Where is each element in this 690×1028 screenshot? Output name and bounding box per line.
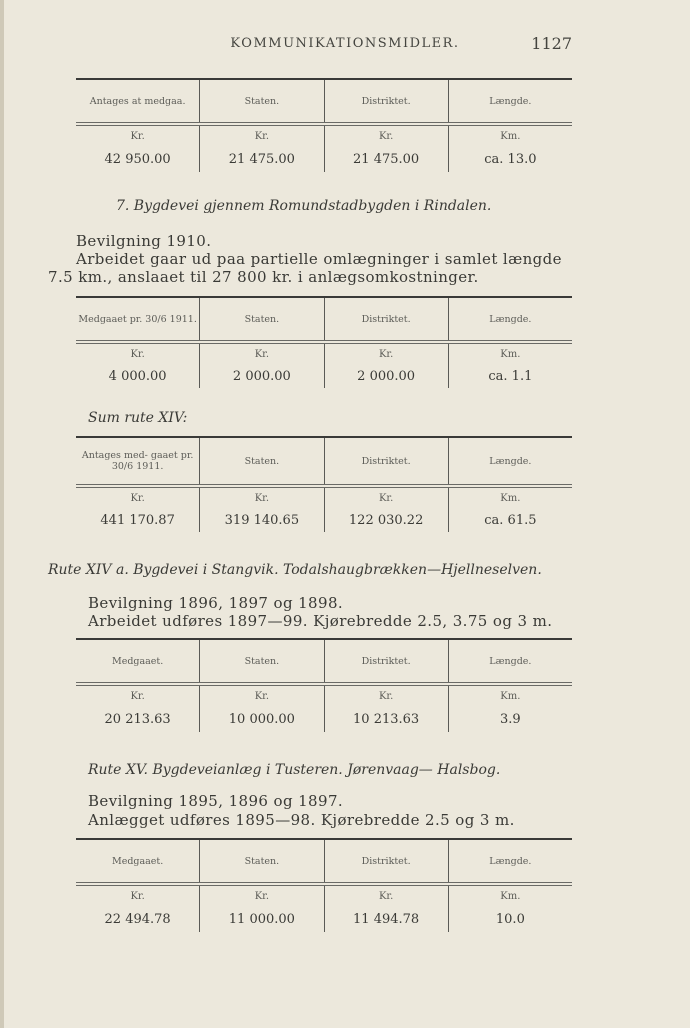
body-text: Arbeidet gaar ud paa partielle omlægninger i samlet længde <box>76 250 562 268</box>
value-cell: 10 000.00 <box>199 706 323 732</box>
table-header-cell: Medgaaet pr. 30/6 1911. <box>78 313 197 325</box>
value-cell: 4 000.00 <box>108 368 167 384</box>
table-4 <box>76 638 572 732</box>
sum-heading: Sum rute XIV: <box>88 410 188 426</box>
unit-cell: Kr. <box>324 126 448 146</box>
value-cell: ca. 1.1 <box>448 364 572 388</box>
table-header-cell: Distriktet. <box>324 298 448 340</box>
body-text: Arbeidet udføres 1897—99. Kjørebredde 2.5, 3.75 og 3 m. <box>88 612 553 630</box>
unit-cell: Kr. <box>324 344 448 364</box>
table-header-cell: Antages at medgaa. <box>89 95 186 107</box>
table-header-cell: Medgaaet. <box>111 855 164 867</box>
table-header-cell: Staten. <box>199 438 323 484</box>
unit-cell: Kr. <box>199 886 323 906</box>
table-header-cell: Medgaaet. <box>111 655 164 667</box>
section-heading: 7. Bygdevei gjennem Romundstadbygden i Rindalen. <box>116 198 492 214</box>
unit-cell: Kr. <box>130 348 145 360</box>
table-header-cell: Længde. <box>448 438 572 484</box>
table-header-cell: Længde. <box>448 840 572 882</box>
value-cell: 11 494.78 <box>324 906 448 932</box>
value-cell: 2 000.00 <box>199 364 323 388</box>
value-cell: 21 475.00 <box>324 146 448 172</box>
value-cell: 11 000.00 <box>199 906 323 932</box>
value-cell: 10.0 <box>448 906 572 932</box>
route-heading: Rute XV. Bygdeveianlæg i Tusteren. Jørenvaag— Halsbog. <box>88 762 501 778</box>
table-header-cell: Staten. <box>199 80 323 122</box>
value-cell: ca. 61.5 <box>448 508 572 532</box>
table-header-cell: Distriktet. <box>324 840 448 882</box>
route-heading: Rute XIV a. Bygdevei i Stangvik. Todalshaugbrækken—Hjellneselven. <box>48 562 542 578</box>
body-text: Anlægget udføres 1895—98. Kjørebredde 2.5 og 3 m. <box>88 811 515 829</box>
value-cell: 3.9 <box>448 706 572 732</box>
body-text: Bevilgning 1910. <box>76 232 212 250</box>
unit-cell: Kr. <box>130 492 145 504</box>
running-header: KOMMUNIKATIONSMIDLER. <box>230 36 460 51</box>
table-5 <box>76 838 572 932</box>
table-header-cell: Staten. <box>199 298 323 340</box>
table-header-cell: Længde. <box>448 298 572 340</box>
value-cell: 122 030.22 <box>324 508 448 532</box>
value-cell: ca. 13.0 <box>448 146 572 172</box>
unit-cell: Kr. <box>324 886 448 906</box>
page-edge <box>0 0 4 1028</box>
unit-cell: Kr. <box>324 686 448 706</box>
table-header-cell: Staten. <box>199 840 323 882</box>
unit-cell: Km. <box>448 886 572 906</box>
table-3 <box>76 436 572 532</box>
unit-cell: Km. <box>448 344 572 364</box>
table-header-cell: Antages med- gaaet pr. 30/6 1911. <box>81 450 194 472</box>
body-text: Bevilgning 1895, 1896 og 1897. <box>88 792 344 810</box>
unit-cell: Kr. <box>199 686 323 706</box>
table-header-cell: Længde. <box>448 80 572 122</box>
unit-cell: Km. <box>448 686 572 706</box>
unit-cell: Kr. <box>199 126 323 146</box>
value-cell: 319 140.65 <box>199 508 323 532</box>
unit-cell: Kr. <box>324 488 448 508</box>
unit-cell: Kr. <box>130 890 145 902</box>
unit-cell: Km. <box>448 488 572 508</box>
page-number: 1127 <box>531 34 572 53</box>
body-text: Bevilgning 1896, 1897 og 1898. <box>88 594 344 612</box>
table-header-cell: Distriktet. <box>324 438 448 484</box>
table-header-cell: Staten. <box>199 640 323 682</box>
table-2 <box>76 296 572 388</box>
table-1 <box>76 78 572 172</box>
table-header-cell: Distriktet. <box>324 640 448 682</box>
value-cell: 20 213.63 <box>104 711 171 727</box>
unit-cell: Km. <box>448 126 572 146</box>
body-text: 7.5 km., anslaaet til 27 800 kr. i anlægsomkostninger. <box>48 268 479 286</box>
unit-cell: Kr. <box>130 690 145 702</box>
value-cell: 2 000.00 <box>324 364 448 388</box>
unit-cell: Kr. <box>199 344 323 364</box>
table-header-cell: Længde. <box>448 640 572 682</box>
value-cell: 10 213.63 <box>324 706 448 732</box>
value-cell: 441 170.87 <box>100 512 175 528</box>
value-cell: 42 950.00 <box>104 151 171 167</box>
value-cell: 22 494.78 <box>104 911 171 927</box>
value-cell: 21 475.00 <box>199 146 323 172</box>
table-header-cell: Distriktet. <box>324 80 448 122</box>
unit-cell: Kr. <box>130 130 145 142</box>
unit-cell: Kr. <box>199 488 323 508</box>
